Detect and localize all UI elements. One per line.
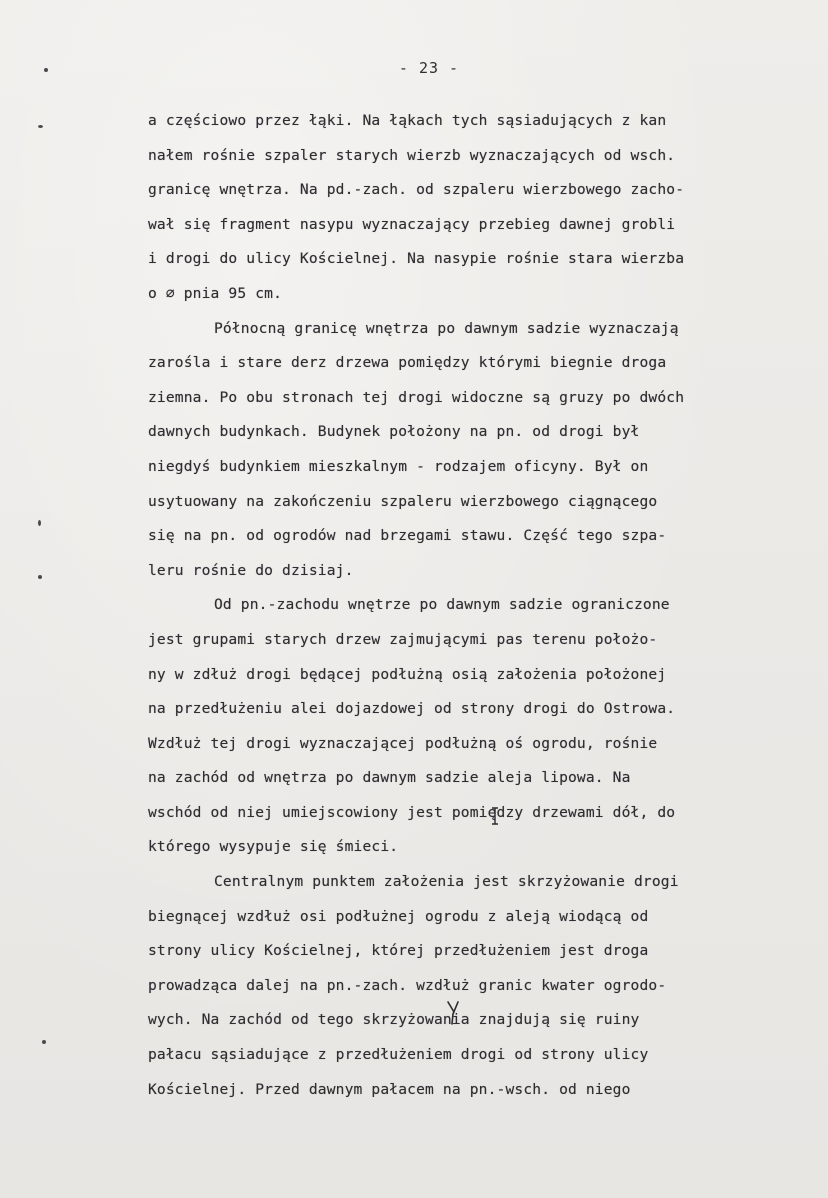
- margin-mark: [42, 1040, 46, 1044]
- text-line: wych. Na zachód od tego skrzyżowania znajdują się ruiny: [148, 1011, 640, 1029]
- text-line: leru rośnie do dzisiaj.: [148, 561, 354, 579]
- text-line: Północną granicę wnętrza po dawnym sadzie wyznaczają: [214, 319, 679, 337]
- text-line: ziemna. Po obu stronach tej drogi widoczne są gruzy po dwóch: [148, 388, 685, 406]
- text-line: Wzdłuż tej drogi wyznaczającej podłużną oś ogrodu, rośnie: [148, 734, 658, 752]
- text-line: się na pn. od ogrodów nad brzegami stawu. Część tego szpa-: [148, 527, 667, 545]
- handwritten-correction-mark: [446, 1000, 460, 1026]
- text-line: o ⌀ pnia 95 cm.: [148, 284, 283, 302]
- text-line: nałem rośnie szpaler starych wierzb wyznaczających od wsch.: [148, 146, 676, 164]
- text-line: niegdyś budynkiem mieszkalnym - rodzajem oficyny. Był on: [148, 457, 649, 475]
- text-line: Centralnym punktem założenia jest skrzyżowanie drogi: [214, 873, 679, 891]
- text-line: a częściowo przez łąki. Na łąkach tych sąsiadujących z kan: [148, 112, 667, 129]
- text-line: którego wysypuje się śmieci.: [148, 838, 399, 856]
- text-line: ny w zdłuż drogi będącej podłużną osią założenia położonej: [148, 665, 667, 683]
- text-line: dawnych budynkach. Budynek położony na pn. od drogi był: [148, 423, 640, 441]
- text-line: prowadząca dalej na pn.-zach. wzdłuż granic kwater ogrodo-: [148, 976, 667, 994]
- text-line: wał się fragment nasypu wyznaczający przebieg dawnej grobli: [148, 215, 676, 233]
- text-line: granicę wnętrza. Na pd.-zach. od szpaleru wierzbowego zacho-: [148, 181, 685, 199]
- text-line: usytuowany na zakończeniu szpaleru wierzbowego ciągnącego: [148, 492, 658, 510]
- text-line: wschód od niej umiejscowiony jest pomiędzy drzewami dół, do: [148, 803, 676, 821]
- text-line: Kościelnej. Przed dawnym pałacem na pn.-wsch. od niego: [148, 1080, 631, 1098]
- text-line: zarośla i stare derz drzewa pomiędzy którymi biegnie droga: [148, 354, 667, 372]
- text-line: strony ulicy Kościelnej, której przedłużeniem jest droga: [148, 942, 649, 960]
- text-line: pałacu sąsiadujące z przedłużeniem drogi od strony ulicy: [148, 1046, 649, 1064]
- text-cursor-icon: [491, 807, 499, 825]
- text-line: biegnącej wzdłuż osi podłużnej ogrodu z aleją wiodącą od: [148, 907, 649, 925]
- text-line: na zachód od wnętrza po dawnym sadzie aleja lipowa. Na: [148, 769, 631, 787]
- page-number: - 23 -: [398, 59, 460, 77]
- margin-mark: [38, 125, 43, 128]
- text-line: na przedłużeniu alei dojazdowej od strony drogi do Ostrowa.: [148, 700, 676, 718]
- text-line: Od pn.-zachodu wnętrze po dawnym sadzie ograniczone: [214, 596, 670, 614]
- text-line: jest grupami starych drzew zajmującymi pas terenu położo-: [148, 630, 658, 648]
- margin-mark: [38, 520, 41, 526]
- text-line: i drogi do ulicy Kościelnej. Na nasypie rośnie stara wierzba: [148, 250, 685, 268]
- margin-mark: [38, 575, 42, 579]
- body-text: [148, 104, 798, 1107]
